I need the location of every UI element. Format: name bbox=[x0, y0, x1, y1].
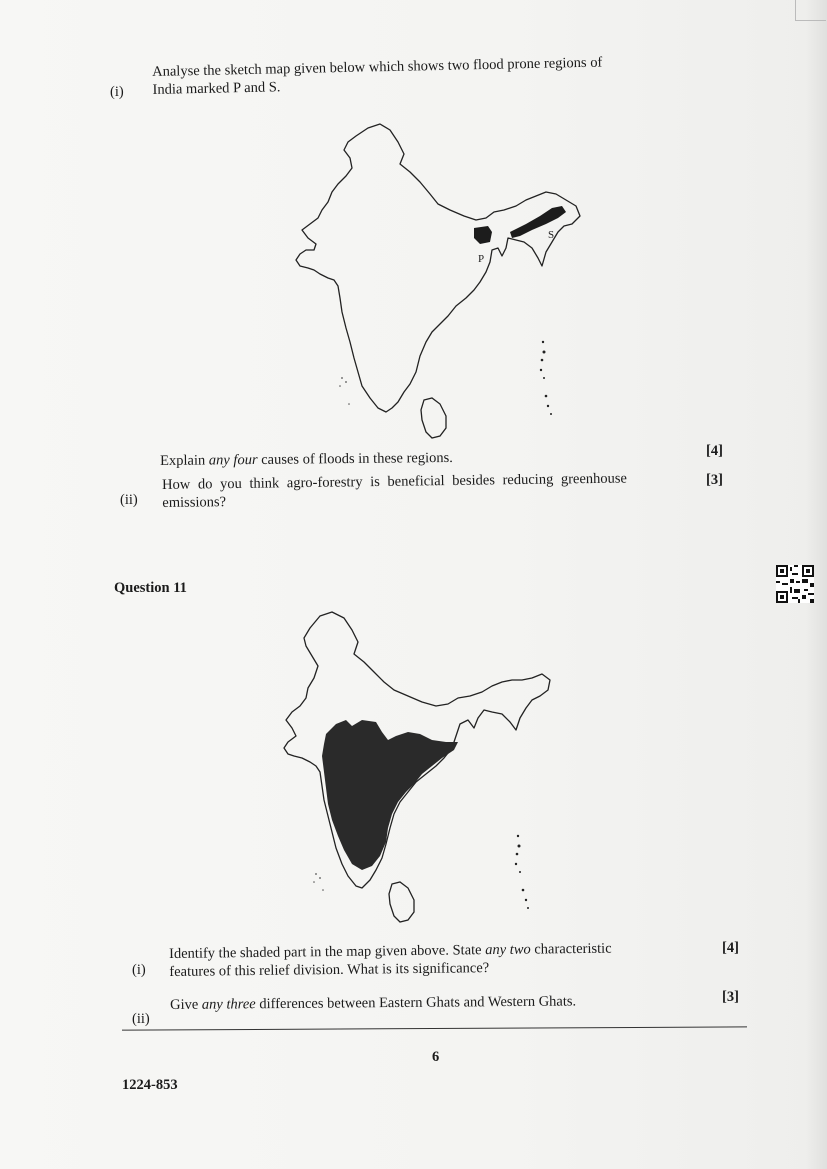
q11-part-i-question bbox=[169, 938, 709, 981]
part-i-line1: Analyse the sketch map given below which shows two flood prone regions of bbox=[152, 54, 603, 80]
task-text-emphasis: any four bbox=[208, 451, 258, 469]
q11-ii-post: differences between Eastern Ghats and Western Ghats. bbox=[259, 993, 577, 1013]
region-p-label: P bbox=[478, 253, 485, 265]
q11-part-ii-label: (ii) bbox=[132, 1011, 150, 1027]
part-ii-question bbox=[162, 469, 692, 512]
part-i-question bbox=[152, 52, 693, 99]
relief-division-map bbox=[270, 608, 570, 938]
part-i-label: (i) bbox=[110, 84, 124, 100]
page-corner-fold bbox=[795, 0, 826, 21]
deccan-plateau-shaded bbox=[322, 720, 458, 870]
part-ii-line1: How do you think agro-forestry is beneficial besides reducing greenhouse bbox=[162, 470, 628, 493]
part-ii-marks: [3] bbox=[706, 472, 723, 488]
india-outline bbox=[296, 124, 580, 412]
q11-i-line1-post: characteristic bbox=[534, 940, 612, 958]
q11-i-line1-emphasis: any two bbox=[485, 941, 531, 959]
task-text-post: causes of floods in these regions. bbox=[261, 449, 453, 468]
q11-part-i-label: (i) bbox=[132, 962, 146, 978]
sri-lanka-outline bbox=[421, 398, 446, 438]
sri-lanka-outline bbox=[389, 882, 414, 922]
region-p bbox=[474, 226, 492, 244]
question-11-heading: Question 11 bbox=[114, 580, 187, 596]
lakshadweep-islands bbox=[313, 873, 324, 891]
task-text-pre: Explain bbox=[160, 452, 206, 469]
qr-code bbox=[776, 565, 814, 603]
part-ii-line2: emissions? bbox=[162, 494, 227, 511]
part-i-line2: India marked P and S. bbox=[152, 79, 281, 98]
andaman-islands bbox=[515, 835, 529, 909]
flood-prone-map bbox=[280, 120, 590, 450]
page-number: 6 bbox=[432, 1049, 440, 1065]
footer-rule bbox=[122, 1026, 747, 1030]
q11-part-ii-marks: [3] bbox=[722, 989, 739, 1005]
part-i-marks: [4] bbox=[706, 443, 723, 459]
q11-i-line1-pre: Identify the shaded part in the map given above. State bbox=[169, 942, 482, 962]
part-i-task bbox=[160, 448, 560, 470]
q11-part-ii-question bbox=[170, 991, 690, 1014]
part-ii-label: (ii) bbox=[120, 492, 138, 508]
q11-ii-emphasis: any three bbox=[201, 996, 256, 1013]
region-s-label: S bbox=[548, 229, 555, 241]
lakshadweep-islands bbox=[339, 377, 350, 405]
q11-part-i-marks: [4] bbox=[722, 940, 739, 956]
q11-ii-pre: Give bbox=[170, 996, 199, 1013]
q11-i-line2: features of this relief division. What is its significance? bbox=[169, 960, 490, 980]
paper-code: 1224-853 bbox=[122, 1077, 178, 1093]
andaman-islands bbox=[540, 341, 552, 415]
